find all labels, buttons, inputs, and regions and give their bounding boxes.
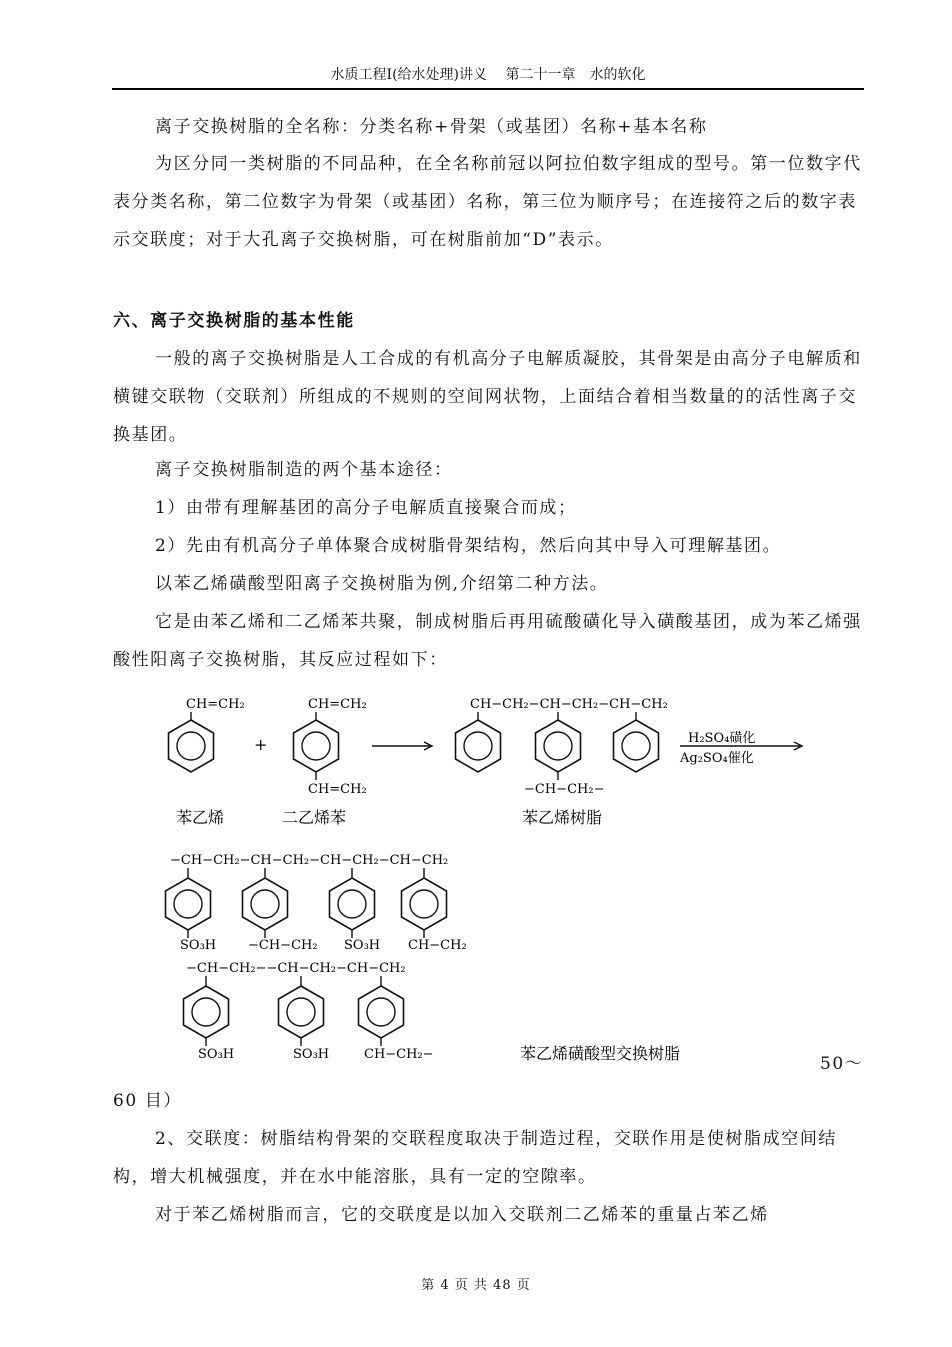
paragraph-styrene-crosslinking: 对于苯乙烯树脂而言，它的交联度是以加入交联剂二乙烯苯的重量占苯乙烯 <box>155 1205 769 1225</box>
paragraph-route-2: 2）先由有机高分子单体聚合成树脂骨架结构，然后向其中导入可理解基团。 <box>155 536 782 556</box>
paragraph-resin-definition: 一般的离子交换树脂是人工合成的有机高分子电解质凝胶，其骨架是由高分子电解质和横键交联物（交联剂）所组成的不规则的空间网状物，上面结合着相当数量的的活性离子交换基团。 <box>113 349 862 445</box>
row3-chain-label: −CH−CH₂−−CH−CH₂−CH−CH₂ <box>186 961 406 976</box>
paragraph-model-number: 为区分同一类树脂的不同品种，在全名称前冠以阿拉伯数字组成的型号。第一位数字代表分类名称，第二位数字为骨架（或基团）名称，第三位为顺序号；在连接符之后的数字表示交联度；对于大孔离子交换树脂，可在树脂前加“D”表示。 <box>113 154 862 250</box>
benzene-ring <box>169 720 214 772</box>
benzene-ring <box>402 878 447 930</box>
benzene-ring <box>243 878 288 930</box>
page-number-footer: 第 4 页 共 48 页 <box>421 1278 531 1293</box>
label-styrene-resin: 苯乙烯树脂 <box>522 808 603 827</box>
benzene-ring <box>536 720 581 772</box>
paragraph-route-1: 1）由带有理解基团的高分子电解质直接聚合而成； <box>155 498 577 518</box>
reagent-sulfuric-acid: H₂SO₄磺化 <box>688 731 756 746</box>
benzene-ring <box>456 720 501 772</box>
crosslink-group-label: CH−CH₂− <box>364 1047 434 1062</box>
divinylbenzene-molecule <box>294 697 367 797</box>
paragraph-example: 以苯乙烯磺酸型阳离子交换树脂为例,介绍第二种方法。 <box>155 574 609 594</box>
styrene-molecule <box>169 697 245 772</box>
label-divinylbenzene: 二乙烯苯 <box>282 808 347 827</box>
row2-chain-label: −CH−CH₂−CH−CH₂−CH−CH₂−CH−CH₂ <box>170 853 449 868</box>
crosslink-group-label: CH−CH₂ <box>408 938 467 953</box>
resin-crosslink-label: −CH−CH₂− <box>524 782 605 797</box>
reaction-arrow-1 <box>372 742 432 750</box>
paragraph-crosslinking-degree: 2、交联度：树脂结构骨架的交联程度取决于制造过程，交联作用是使树脂成空间结构，增大机械强度，并在水中能溶胀，具有一定的空隙率。 <box>113 1129 838 1187</box>
page-header: 水质工程I(给水处理)讲义 第二十一章 水的软化 <box>112 64 864 90</box>
styrene-vinyl-label: CH=CH₂ <box>186 697 245 712</box>
label-styrene: 苯乙烯 <box>176 808 225 827</box>
paragraph-two-routes: 离子交换树脂制造的两个基本途径： <box>155 460 453 480</box>
dvb-top-label: CH=CH₂ <box>308 697 367 712</box>
dvb-bottom-label: CH=CH₂ <box>308 782 367 797</box>
label-sulfonated-resin: 苯乙烯磺酸型交换树脂 <box>520 1044 681 1063</box>
benzene-ring <box>184 986 229 1038</box>
sulfonic-group-label: SO₃H <box>180 938 217 953</box>
plus-sign: + <box>254 735 268 754</box>
styrene-resin <box>456 697 668 797</box>
sulfonated-resin-row-2 <box>166 853 467 953</box>
benzene-ring <box>614 720 659 772</box>
crosslink-group-label: −CH−CH₂ <box>248 938 318 953</box>
sulfonation-arrow <box>679 730 802 766</box>
sulfonic-group-label: SO₃H <box>293 1047 330 1062</box>
sulfonic-group-label: SO₃H <box>344 938 381 953</box>
benzene-ring <box>359 986 404 1038</box>
sulfonated-resin-row-3 <box>184 961 434 1062</box>
benzene-ring <box>330 878 375 930</box>
mesh-size-end: 60 目） <box>113 1091 183 1111</box>
paragraph-reaction-intro: 它是由苯乙烯和二乙烯苯共聚，制成树脂后再用硫酸磺化导入磺酸基团，成为苯乙烯强酸性阳离子交换树脂，其反应过程如下： <box>113 612 862 670</box>
resin-chain-label: CH−CH₂−CH−CH₂−CH−CH₂ <box>470 697 668 712</box>
paragraph-full-name: 离子交换树脂的全名称：分类名称+骨架（或基团）名称+基本名称 <box>155 117 708 137</box>
section-heading-basic-properties: 六、离子交换树脂的基本性能 <box>113 311 355 331</box>
benzene-ring <box>279 986 324 1038</box>
reagent-silver-sulfate: Ag₂SO₄催化 <box>680 751 754 766</box>
sulfonic-group-label: SO₃H <box>198 1047 235 1062</box>
benzene-ring <box>294 720 339 772</box>
benzene-ring <box>166 878 211 930</box>
mesh-size-start: 50～ <box>820 1054 864 1074</box>
